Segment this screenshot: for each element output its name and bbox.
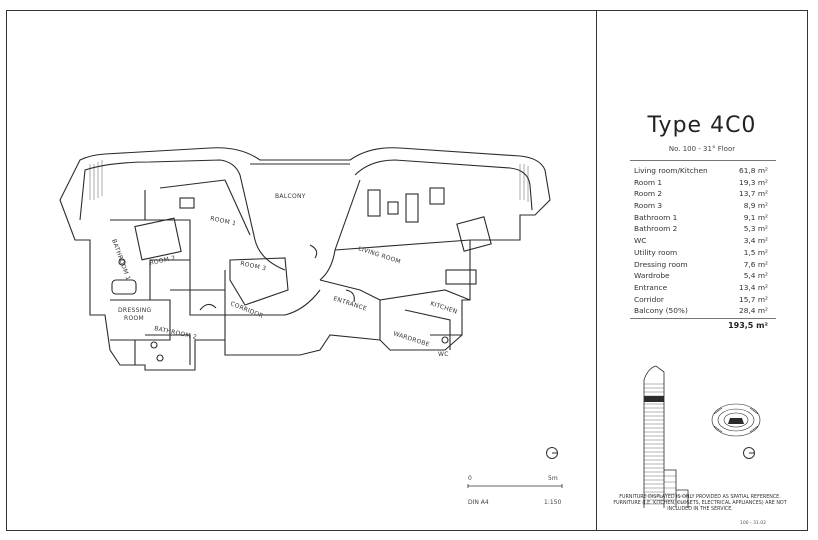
label-bathroom2: BATHROOM 2 xyxy=(153,325,198,341)
label-room3: ROOM 3 xyxy=(239,260,267,273)
scale-end: 5m xyxy=(548,475,558,482)
area-row: Dressing room 7,6 m² xyxy=(634,259,768,269)
area-row: WC 3,4 m² xyxy=(634,236,768,246)
frame-divider xyxy=(596,10,597,531)
scale-ratio: 1:150 xyxy=(544,499,562,506)
unit-type-title: Type 4C0 xyxy=(647,113,757,138)
unit-floor-subtitle: No. 100 - 31° Floor xyxy=(668,145,736,153)
label-corridor: CORRIDOR xyxy=(229,300,265,320)
area-table xyxy=(634,165,768,317)
label-bathroom1: BATHROOM 1 xyxy=(110,238,132,282)
scale-start: 0 xyxy=(468,475,472,482)
area-row: Utility room 1,5 m² xyxy=(634,247,768,257)
total-area: 193,5 m² xyxy=(728,321,768,330)
north-arrow-icon xyxy=(545,446,559,460)
label-living-room: LIVING ROOM xyxy=(357,245,402,266)
floor-plan xyxy=(50,140,570,400)
area-row: Wardrobe 5,4 m² xyxy=(634,271,768,281)
label-dressing: DRESSING xyxy=(118,307,152,314)
floor-plan-drawing xyxy=(50,140,570,400)
outer-wall xyxy=(60,148,550,370)
area-row: Living room/Kitchen 61,8 m² xyxy=(634,166,768,175)
document-reference: 100 - 31.02 xyxy=(740,521,766,526)
label-kitchen: KITCHEN xyxy=(429,300,459,316)
rule-bottom xyxy=(630,318,776,319)
area-row: Balcony (50%) 28,4 m² xyxy=(634,306,768,316)
key-plan-north-icon xyxy=(742,446,756,460)
label-wardrobe: WARDROBE xyxy=(392,330,431,349)
scale-paper: DIN A4 xyxy=(468,499,489,506)
key-plan xyxy=(708,400,764,440)
area-row: Room 1 19,3 m² xyxy=(634,177,768,187)
area-row: Bathroom 2 5,3 m² xyxy=(634,224,768,234)
area-row: Bathroom 1 9,1 m² xyxy=(634,212,768,222)
area-row: Room 2 13,7 m² xyxy=(634,189,768,199)
label-entrance: ENTRANCE xyxy=(332,295,368,313)
label-balcony: BALCONY xyxy=(275,193,306,200)
tower-elevation xyxy=(636,360,696,510)
rule-top xyxy=(630,160,776,161)
area-row: Entrance 13,4 m² xyxy=(634,282,768,292)
label-wc: WC xyxy=(438,351,449,358)
label-room2: ROOM 2 xyxy=(148,254,177,267)
area-row: Room 3 8,9 m² xyxy=(634,201,768,211)
scale-bar xyxy=(466,472,576,512)
area-row: Corridor 15,7 m² xyxy=(634,294,768,304)
disclaimer-text: FURNITURE DISPLAYED IS ONLY PROVIDED AS SPATIAL REFERENCE. FURNITURE (I.E. KITCHEN, CLOSETS, ELECTRICAL APPLIANCES) ARE NOT INCLUDED IN THE SERVICE. xyxy=(613,495,787,512)
label-room1: ROOM 1 xyxy=(209,215,237,228)
label-dressing-room: ROOM xyxy=(124,315,144,322)
